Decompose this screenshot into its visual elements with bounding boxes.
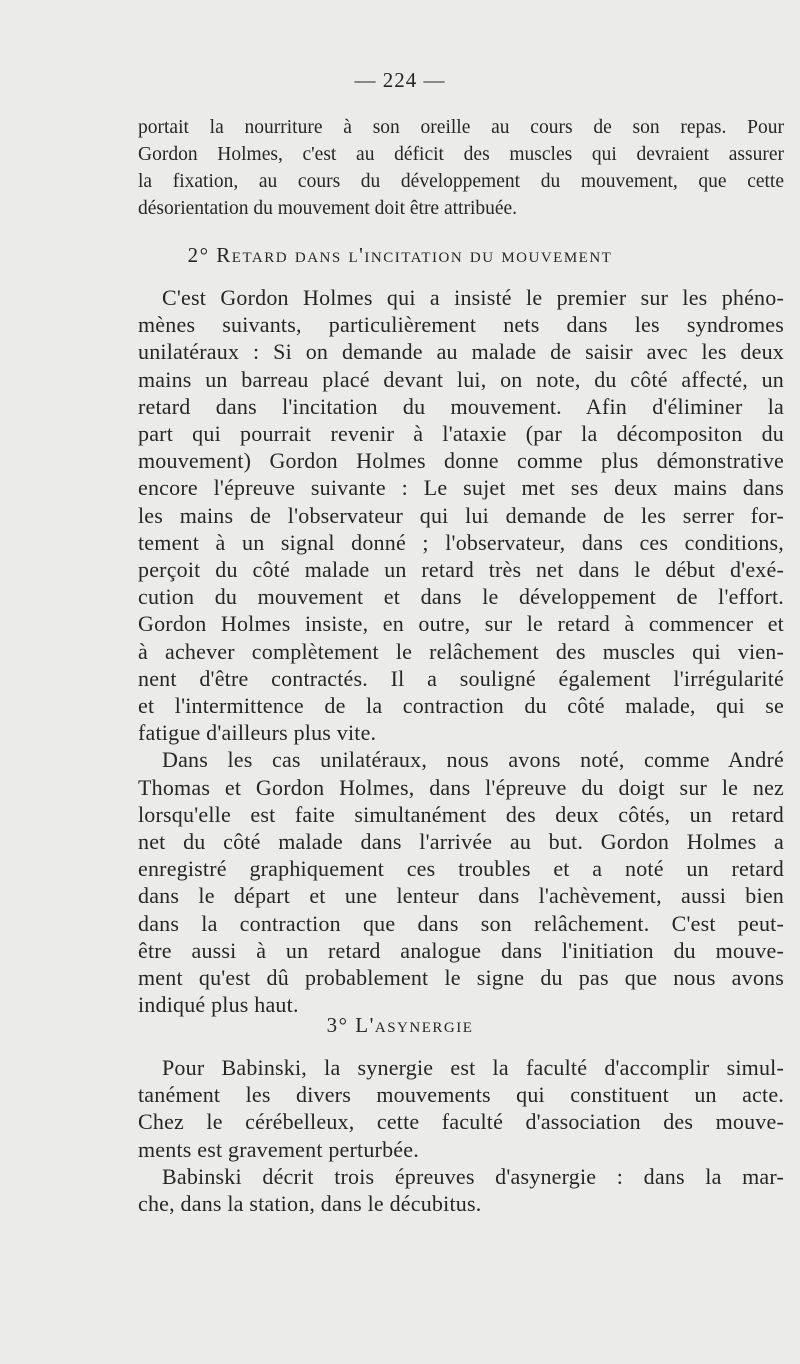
text-line: fatigue d'ailleurs plus vite.: [138, 720, 377, 746]
text-line: indiqué plus haut.: [138, 992, 299, 1018]
text-line: désorientation du mouvement doit être attribuée.: [138, 198, 518, 219]
section-3-body: [138, 1054, 784, 1217]
section-2-body: [138, 284, 784, 1018]
text-line: che, dans la station, dans le décubitus.: [138, 1191, 482, 1217]
text-line: part qui pourrait revenir à l'ataxie (par la décompositon du: [138, 421, 784, 447]
text-line: Gordon Holmes, c'est au déficit des muscles qui devraient assurer: [138, 144, 784, 165]
text-line: tement à un signal donné ; l'observateur, dans ces conditions,: [138, 529, 784, 555]
text-line: net du côté malade dans l'arrivée au but. Gordon Holmes a: [138, 829, 784, 855]
text-line: ments est gravement perturbée.: [138, 1136, 419, 1162]
text-line: C'est Gordon Holmes qui a insisté le premier sur les phéno-: [162, 285, 784, 310]
text-line: dans la contraction que dans son relâchement. C'est peut-: [138, 910, 784, 936]
text-line: être aussi à un retard analogue dans l'initiation du mouve-: [138, 937, 784, 963]
text-line: Chez le cérébelleux, cette faculté d'association des mouve-: [138, 1109, 784, 1135]
text-line: perçoit du côté malade un retard très net dans le début d'exé-: [138, 557, 784, 583]
text-line: dans le départ et une lenteur dans l'achèvement, aussi bien: [138, 883, 784, 909]
opening-paragraph: [138, 114, 784, 222]
text-line: enregistré graphiquement ces troubles et a noté un retard: [138, 856, 784, 882]
text-line: retard dans l'incitation du mouvement. Afin d'éliminer la: [138, 393, 784, 419]
text-line: Babinski décrit trois épreuves d'asynergie : dans la mar-: [162, 1163, 784, 1189]
text-line: et l'intermittence de la contraction du côté malade, qui se: [138, 693, 784, 719]
text-line: lorsqu'elle est faite simultanément des deux côtés, un retard: [138, 801, 784, 827]
text-line: Gordon Holmes insiste, en outre, sur le retard à commencer et: [138, 611, 784, 637]
text-line: nent d'être contractés. Il a souligné également l'irrégularité: [138, 665, 784, 691]
page-number: — 224 —: [354, 68, 446, 92]
text-line: portait la nourriture à son oreille au cours de son repas. Pour: [138, 117, 784, 138]
text-line: mouvement) Gordon Holmes donne comme plus démonstrative: [138, 448, 784, 474]
section-heading: 2° Retard dans l'incitation du mouvement: [187, 243, 613, 267]
text-line: Pour Babinski, la synergie est la faculté d'accomplir simul-: [162, 1055, 784, 1080]
text-line: mains un barreau placé devant lui, on note, du côté affecté, un: [138, 366, 784, 392]
text-line: à achever complètement le relâchement des muscles qui vien-: [138, 638, 784, 664]
text-line: ment qu'est dû probablement le signe du pas que nous avons: [138, 965, 784, 991]
text-line: unilatéraux : Si on demande au malade de saisir avec les deux: [138, 339, 784, 365]
text-line: mènes suivants, particulièrement nets dans les syndromes: [138, 312, 784, 338]
text-line: encore l'épreuve suivante : Le sujet met ses deux mains dans: [138, 475, 784, 501]
text-line: la fixation, au cours du développement du mouvement, que cette: [138, 171, 784, 192]
section-heading: 3° L'asynergie: [326, 1013, 474, 1037]
text-line: Dans les cas unilatéraux, nous avons noté, comme André: [162, 747, 784, 773]
text-line: tanément les divers mouvements qui constituent un acte.: [138, 1082, 784, 1108]
text-line: Thomas et Gordon Holmes, dans l'épreuve du doigt sur le nez: [138, 774, 784, 800]
text-line: les mains de l'observateur qui lui demande de les serrer for-: [138, 502, 784, 528]
text-line: cution du mouvement et dans le développement de l'effort.: [138, 584, 784, 610]
